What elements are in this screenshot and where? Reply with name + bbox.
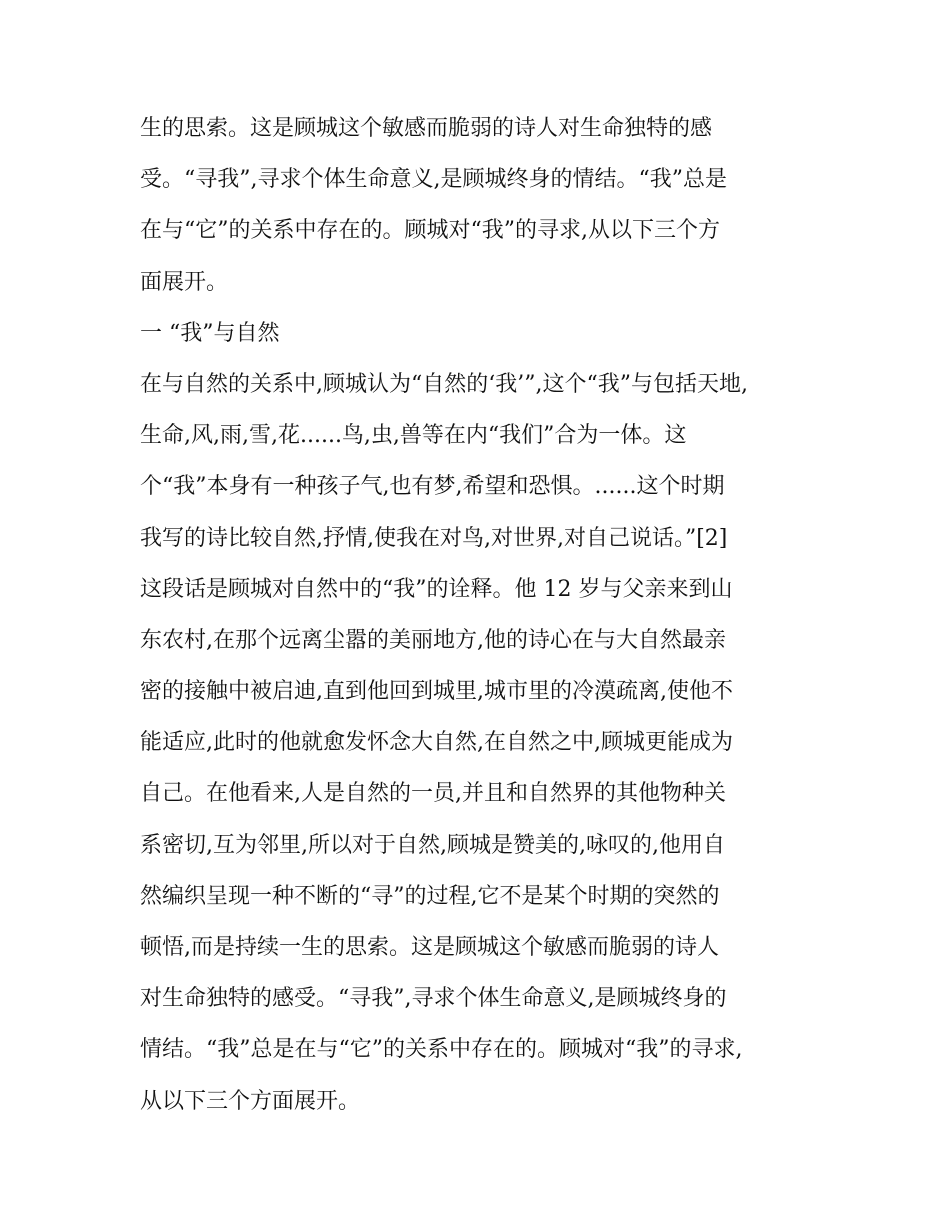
text-line: 自己。在他看来,人是自然的一员,并且和自然界的其他物种关 [140,781,726,807]
body-text [140,103,840,1127]
text-line: 面展开。 [140,269,229,295]
text-line: 对生命独特的感受。“寻我”,寻求个体生命意义,是顾城终身的 [140,986,727,1012]
text-line: 这段话是顾城对自然中的“我”的诠释。他 12 岁与父亲来到山 [140,576,733,602]
text-line: 东农村,在那个远离尘嚣的美丽地方,他的诗心在与大自然最亲 [140,627,726,653]
text-line: 我写的诗比较自然,抒情,使我在对鸟,对世界,对自己说话。”[2] [140,525,728,551]
text-line: 在与自然的关系中,顾城认为“自然的‘我’”,这个“我”与包括天地, [140,371,748,397]
text-line: 密的接触中被启迪,直到他回到城里,城市里的冷漠疏离,使他不 [140,679,733,705]
text-line: 情结。“我”总是在与“它”的关系中存在的。顾城对“我”的寻求, [140,1037,743,1063]
text-line: 在与“它”的关系中存在的。顾城对“我”的寻求,从以下三个方 [140,218,720,244]
text-line: 系密切,互为邻里,所以对于自然,顾城是赞美的,咏叹的,他用自 [140,832,725,858]
text-line: 生命,风,雨,雪,花......鸟,虫,兽等在内“我们”合为一体。这 [140,423,687,449]
text-line: 顿悟,而是持续一生的思索。这是顾城这个敏感而脆弱的诗人 [140,935,719,960]
text-line: 然编织呈现一种不断的“寻”的过程,它不是某个时期的突然的 [140,883,720,909]
section-heading: 一 “我”与自然 [140,320,280,346]
text-line: 能适应,此时的他就愈发怀念大自然,在自然之中,顾城更能成为 [140,730,733,756]
text-line: 个“我”本身有一种孩子气,也有梦,希望和恐惧。......这个时期 [140,474,725,500]
text-line: 受。“寻我”,寻求个体生命意义,是顾城终身的情结。“我”总是 [140,167,727,193]
text-line: 生的思索。这是顾城这个敏感而脆弱的诗人对生命独特的感 [140,116,713,141]
text-line: 从以下三个方面展开。 [140,1088,361,1114]
